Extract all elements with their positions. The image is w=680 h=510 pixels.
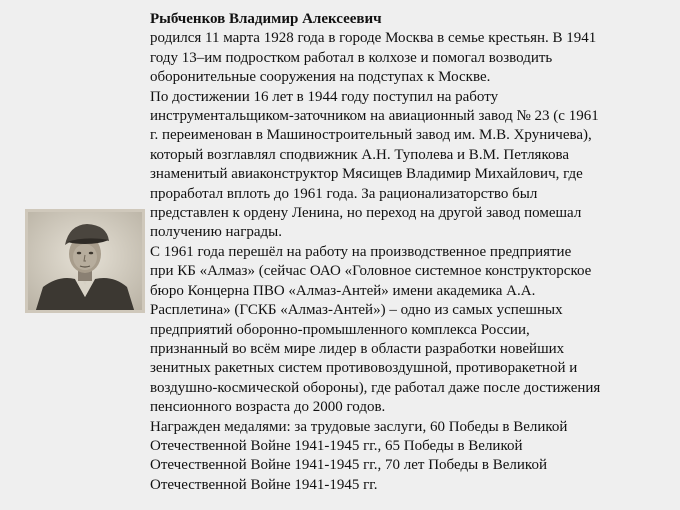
bio-paragraph-birth [150, 29, 675, 87]
text-line: году 13–им подростком работал в колхозе и помогал возводить [150, 49, 553, 66]
text-line: воздушно-космической обороны), где работал даже после достижения [150, 379, 601, 396]
text-line: при КБ «Алмаз» (сейчас ОАО «Головное системное конструкторское [150, 263, 592, 280]
text-line: оборонительные сооружения на подступах к Москве. [150, 69, 491, 86]
text-line: г. переименован в Машиностроительный завод им. М.В. Хруничева), [150, 127, 592, 144]
portrait-photo [25, 209, 145, 313]
text-line: Награжден медалями: за трудовые заслуги, 60 Победы в Великой [150, 418, 568, 435]
text-line: предприятий оборонно-промышленного комплекса России, [150, 321, 530, 338]
bio-paragraph-factory [150, 88, 675, 243]
text-line: который возглавлял сподвижник А.Н. Туполева и В.М. Петлякова [150, 146, 570, 163]
biography-text [150, 10, 675, 495]
bio-paragraph-awards [150, 418, 675, 496]
text-line: По достижении 16 лет в 1944 году поступил на работу [150, 88, 499, 105]
text-line: представлен к ордену Ленина, но переход на другой завод помешал [150, 205, 582, 222]
portrait-icon [25, 209, 145, 313]
text-line: зенитных ракетных систем противовоздушной, противоракетной и [150, 360, 578, 377]
text-line: пенсионного возраста до 2000 годов. [150, 399, 386, 416]
text-line: С 1961 года перешёл на работу на производственное предприятие [150, 243, 572, 260]
text-line: знаменитый авиаконструктор Мясищев Владимир Михайлович, где [150, 166, 583, 183]
text-line: проработал вплоть до 1961 года. За рационализаторство был [150, 185, 538, 202]
text-line: получению награды. [150, 224, 282, 241]
text-line: Отечественной Войне 1941-1945 гг. [150, 476, 378, 493]
person-name: Рыбченков Владимир Алексеевич [150, 11, 382, 27]
text-line: Отечественной Войне 1941-1945 гг., 65 Победы в Великой [150, 437, 523, 454]
text-line: Отечественной Войне 1941-1945 гг., 70 лет Победы в Великой [150, 457, 547, 474]
text-line: бюро Концерна ПВО «Алмаз-Антей» имени академика А.А. [150, 282, 536, 299]
bio-paragraph-almaz [150, 243, 675, 418]
text-line: родился 11 марта 1928 года в городе Москва в семье крестьян. В 1941 [150, 30, 597, 47]
text-line: инструментальщиком-заточником на авиационный завод № 23 (с 1961 [150, 108, 599, 125]
text-line: Расплетина» (ГСКБ «Алмаз-Антей») – одно из самых успешных [150, 302, 563, 319]
text-line: признанный во всём мире лидер в области разработки новейших [150, 340, 565, 357]
